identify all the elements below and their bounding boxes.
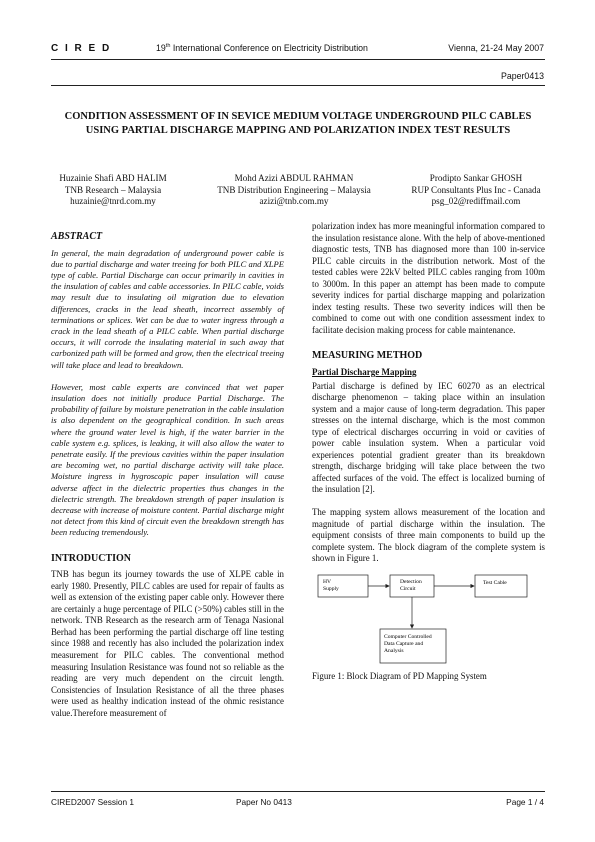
detection-label-2: Circuit [400,585,416,592]
introduction-paragraph-1-continued: polarization index has more meaningful information compared to the insulation resistance alone. With the help of above-mentioned diagnostic tests, TNB has diagnosed more than 100 in-service PILC cable circuits in the distribution network. Most of the tested cables were 22kV belted PILC cables ranging from 100m to 3000m. In this paper an attempt has been made to compute severity indices for partial discharge mapping and polarization index testing results. These two severity indices will then be combined to come out with one condition assessment index to facilitate decision making process for cable maintenance. [312,221,545,335]
author-name: Prodipto Sankar GHOSH [429,173,523,183]
computer-label-1: Computer Controlled [384,633,432,640]
abstract-paragraph-2: However, most cable experts are convinced that wet paper insulation does not initially produce Partial Discharge. The probability of failure by moisture penetration in the cable insulation is also dependent on the geographical condition. In such areas where the ground water level is high, if the water barrier in the cable system e.g. splices, is leaking, it will also allow the water to penetrate easily. If the previous cavities within the paper insulation are becoming wet, no partial discharge activity will take place. Moisture ingress in hygroscopic paper insulation will cause adverse affect in the dielectric properties thus changes in the dielectric strength. The breakdown strength of paper insulation is decrease with increase of moisture content. Partial discharge might not detect from this kind of circuit even the breakdown strength has been reducing tremendously. [51,381,284,538]
right-column [312,221,545,682]
author-affiliation: TNB Distribution Engineering – Malaysia [217,184,371,195]
author-name: Mohd Azizi ABDUL RAHMAN [234,173,354,183]
author-block-2 [199,173,389,208]
author-email: psg_02@rediffmail.com [431,196,521,207]
conference-name: International Conference on Electricity Distribution [170,43,368,53]
abstract-paragraph-1: In general, the main degradation of underground power cable is due to partial discharge and water treeing for both PILC and XLPE type of cable. Partial Discharge can occur primarily in cavities in the insulation of cables and cable accessories. In PILC cable, voids may result due to insulating oil migration due to elevation differences, cracks in the lead sheath, incorrect assembly of terminations or splices. Wet can be due to water ingress through a crack in the lead sheath of a PILC cable. When partial discharge occurs, it will corrode the insulating material in such away that carbonized path will be formed and grow, then the electrical treeing will take place and lead to breakdown. [51,247,284,370]
paper-title: CONDITION ASSESSMENT OF IN SEVICE MEDIUM VOLTAGE UNDERGROUND PILC CABLES USING PARTIAL DISCHARGE MAPPING AND POLARIZATION INDEX TEST RESULTS [64,111,532,136]
hv-supply-label-2: Supply [323,585,339,592]
header-rule [51,59,545,60]
test-cable-box [475,575,527,597]
author-email: huzainie@tnrd.com.my [70,196,156,207]
author-email: azizi@tnb.com.my [259,196,329,207]
measuring-paragraph-1: Partial discharge is defined by IEC 60270 as an electrical discharge phenomenon – taking place within an insulation system and a major cause of long-term degradation. This paper stresses on the internal discharge, which is the most common type of electrical discharges occurring in void or cavities of power cable insulation system. When a particular void experiences potential gradient greater than its breakdown strength, discharge bridging will take place between the two affected surfaces of the void. The effect is localized burning of the insulation [2]. [312,380,545,495]
left-column [51,231,284,719]
block-diagram-svg [312,571,545,671]
conference-logo-text: C I R E D [51,43,112,54]
computer-label-3: Analysis [384,647,404,654]
measuring-method-heading: MEASURING METHOD [312,350,423,362]
footer-page-number: Page 1 / 4 [506,797,544,807]
abstract-heading: ABSTRACT [51,231,103,242]
test-cable-label: Test Cable [483,579,507,586]
footer-session: CIRED2007 Session 1 [51,797,135,807]
detection-label-1: Detection [400,578,422,585]
author-block-1 [33,173,193,208]
conference-ordinal: th [165,43,171,50]
footer-paper-number: Paper No 0413 [236,797,292,807]
header-rule-2 [51,85,545,86]
conference-title [156,43,368,53]
figure-caption: Figure 1: Block Diagram of PD Mapping System [312,670,487,681]
measuring-paragraph-2: The mapping system allows measurement of the location and magnitude of partial discharge within the insulation. The equipment consists of three main components to build up the complete system. The block diagram of the complete system is shown in Figure 1. [312,507,545,564]
pd-mapping-subheading: Partial Discharge Mapping [312,367,417,378]
author-name: Huzainie Shafi ABD HALIM [59,173,167,183]
author-affiliation: RUP Consultants Plus Inc - Canada [411,184,541,195]
computer-label-2: Data Capture and [384,640,424,647]
introduction-heading: INTRODUCTION [51,552,132,564]
conference-number: 19 [156,43,166,53]
author-block-3 [386,173,566,208]
block-diagram [312,571,545,671]
introduction-paragraph-1: TNB has begun its journey towards the use of XLPE cable in early 1980. Presently, PILC cables are used for repair of faults as well as extension of the existing paper cable only. However there are certainly a huge percentage of PILC (>50%) cables still in the network. TNB Research as the research arm of Tenaga Nasional Berhad has been performing the partial discharge off line testing since 1988 and recently has also included the polarization index measurement for PILC cables. The conventional method measuring Insulation Resistance was found not so reliable as the reading are very much dependent on the circuit length. Consistencies of Insulation Resistance of all the three phases were used as healthy indication instead of the ohmic resistance value.Therefore measurement of [51,569,284,718]
footer-rule [51,791,545,792]
venue-date: Vienna, 21-24 May 2007 [448,43,544,53]
paper-id: Paper0413 [500,71,544,81]
hv-supply-label-1: HV [323,578,332,585]
author-affiliation: TNB Research – Malaysia [64,184,162,195]
